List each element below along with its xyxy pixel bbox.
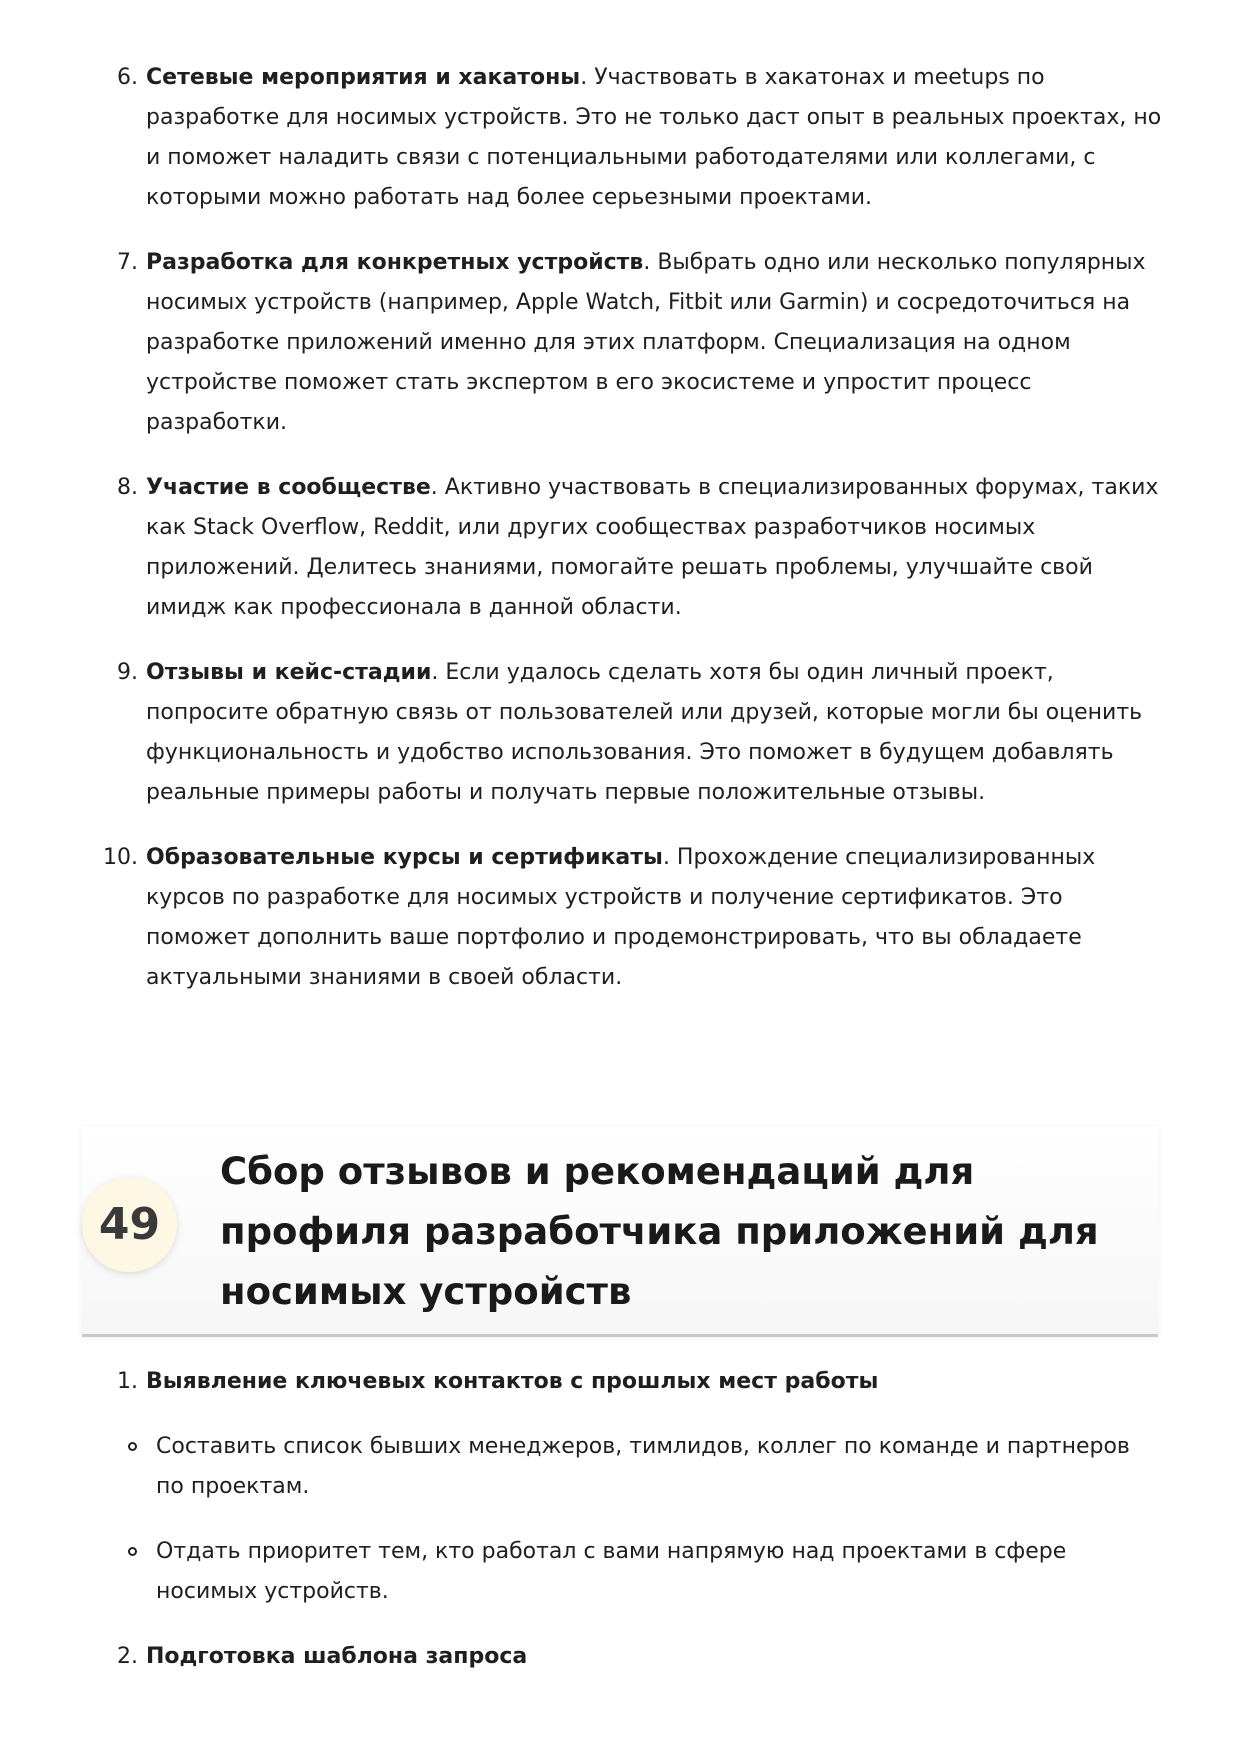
list-item-number: 2. bbox=[117, 1644, 138, 1669]
list-item bbox=[94, 1637, 1164, 1677]
list-item-number: 6. bbox=[117, 65, 138, 90]
sub-list-item bbox=[94, 1532, 1164, 1612]
list-item-number: 9. bbox=[117, 660, 138, 685]
list-item-number: 1. bbox=[117, 1369, 138, 1394]
sub-list-item-text: Составить список бывших менеджеров, тимлидов, коллег по команде и партнеров по проектам. bbox=[156, 1434, 1130, 1499]
list-item-number: 8. bbox=[117, 475, 138, 500]
numbered-list bbox=[94, 1362, 1164, 1677]
numbered-list-continued bbox=[94, 58, 1164, 1023]
section-number-badge: 49 bbox=[82, 1177, 177, 1272]
list-item bbox=[94, 468, 1164, 628]
list-item-title: Образовательные курсы и сертификаты bbox=[146, 845, 663, 870]
list-item bbox=[94, 243, 1164, 443]
list-item-number: 10. bbox=[103, 845, 138, 870]
section-title: Сбор отзывов и рекомендаций для профиля разработчика приложений для носимых устройств bbox=[220, 1150, 1099, 1313]
list-item-text: . Если удалось сделать хотя бы один личный проект, попросите обратную связь от пользователей или друзей, которые могли бы оценить функциональность и удобство использования. Это поможет в будущем добавлять реальные примеры работы и получать первые положительные отзывы. bbox=[146, 660, 1143, 805]
list-item-number: 7. bbox=[117, 250, 138, 275]
list-item-title: Подготовка шаблона запроса bbox=[146, 1644, 528, 1669]
sub-list-item bbox=[94, 1427, 1164, 1507]
list-item-text: . Выбрать одно или несколько популярных носимых устройств (например, Apple Watch, Fitbit или Garmin) и сосредоточиться на разработке приложений именно для этих платформ. Специализация на одном устройстве поможет стать экспертом в его экосистеме и упростит процесс разработки. bbox=[146, 250, 1146, 435]
list-item-title: Отзывы и кейс-стадии bbox=[146, 660, 432, 685]
list-item-text: . Прохождение специализированных курсов по разработке для носимых устройств и получение сертификатов. Это поможет дополнить ваше портфолио и продемонстрировать, что вы обладаете актуальными знаниями в своей области. bbox=[146, 845, 1096, 990]
circle-bullet-icon bbox=[128, 1547, 137, 1556]
circle-bullet-icon bbox=[128, 1442, 137, 1451]
sub-list-item-text: Отдать приоритет тем, кто работал с вами напрямую над проектами в сфере носимых устройств. bbox=[156, 1539, 1067, 1604]
list-item-text: . Активно участвовать в специализированных форумах, таких как Stack Overflow, Reddit, или других сообществах разработчиков носимых приложений. Делитесь знаниями, помогайте решать проблемы, улучшайте свой имидж как профессионала в данной области. bbox=[146, 475, 1159, 620]
list-item-text: . Участвовать в хакатонах и meetups по разработке для носимых устройств. Это не только даст опыт в реальных проектах, но и поможет наладить связи с потенциальными работодателями или коллегами, с которыми можно работать над более серьезными проектами. bbox=[146, 65, 1162, 210]
list-item-title: Выявление ключевых контактов с прошлых мест работы bbox=[146, 1369, 879, 1394]
list-item bbox=[94, 1362, 1164, 1402]
list-item bbox=[94, 58, 1164, 218]
section-header bbox=[82, 1126, 1158, 1337]
list-item-title: Участие в сообществе bbox=[146, 475, 431, 500]
list-item bbox=[94, 838, 1164, 998]
list-item-title: Сетевые мероприятия и хакатоны bbox=[146, 65, 581, 90]
list-item-title: Разработка для конкретных устройств bbox=[146, 250, 644, 275]
list-item bbox=[94, 653, 1164, 813]
